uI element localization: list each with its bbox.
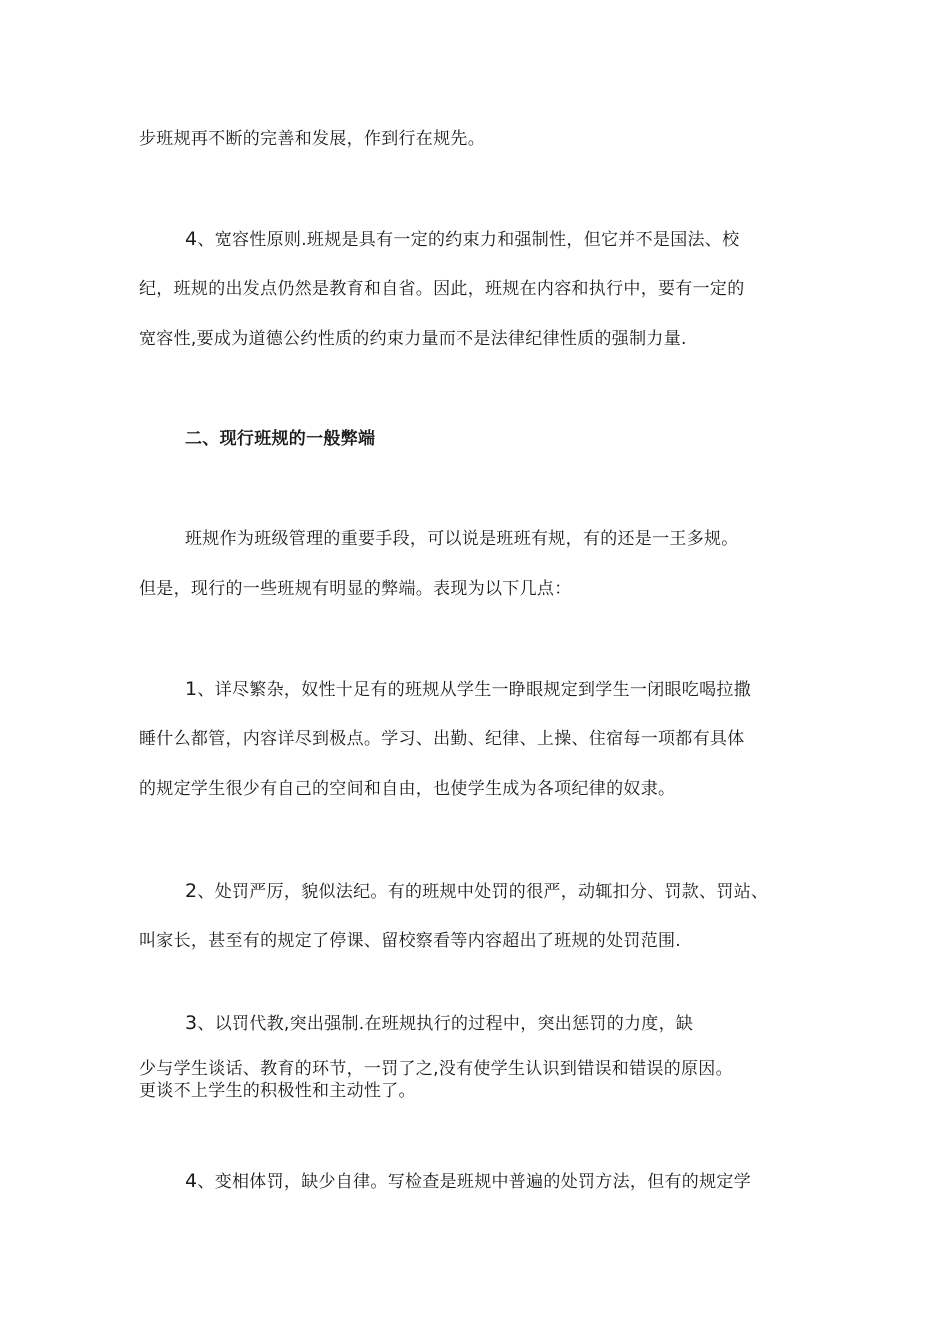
list-number: 1 bbox=[185, 678, 198, 700]
paragraph-line: 叫家长，甚至有的规定了停课、留校察看等内容超出了班规的处罚范围. bbox=[139, 931, 682, 951]
line-text: 、以罚代教,突出强制.在班规执行的过程中，突出惩罚的力度，缺 bbox=[197, 1014, 694, 1034]
paragraph-line: 的规定学生很少有自己的空间和自由，也使学生成为各项纪律的奴隶。 bbox=[139, 779, 676, 799]
paragraph-line: 但是，现行的一些班规有明显的弊端。表现为以下几点： bbox=[139, 579, 572, 599]
paragraph-line: 宽容性,要成为道德公约性质的约束力量而不是法律纪律性质的强制力量. bbox=[139, 329, 687, 349]
paragraph-line: 班规作为班级管理的重要手段，可以说是班班有规，有的还是一王多规。 bbox=[185, 529, 739, 549]
paragraph-line bbox=[185, 228, 739, 251]
line-text: 、变相体罚，缺少自律。写检查是班规中普遍的处罚方法，但有的规定学 bbox=[197, 1172, 751, 1192]
line-text: 、宽容性原则.班规是具有一定的约束力和强制性，但它并不是国法、校 bbox=[197, 230, 740, 250]
paragraph-line bbox=[185, 1170, 751, 1193]
paragraph-line bbox=[185, 678, 751, 701]
list-number: 2 bbox=[185, 880, 198, 902]
paragraph-line: 少与学生谈话、教育的环节，一罚了之,没有使学生认识到错误和错误的原因。 bbox=[139, 1059, 733, 1079]
paragraph-line: 步班规再不断的完善和发展，作到行在规先。 bbox=[139, 129, 485, 149]
line-text: 、详尽繁杂，奴性十足有的班规从学生一睁眼规定到学生一闭眼吃喝拉撒 bbox=[197, 680, 751, 700]
paragraph-line: 纪，班规的出发点仍然是教育和自省。因此，班规在内容和执行中，要有一定的 bbox=[139, 279, 745, 299]
paragraph-line: 更谈不上学生的积极性和主动性了。 bbox=[139, 1081, 416, 1101]
list-number: 4 bbox=[185, 228, 198, 250]
paragraph-line bbox=[185, 880, 768, 903]
section-heading: 二、现行班规的一般弊端 bbox=[185, 429, 376, 449]
line-text: 、处罚严厉，貌似法纪。有的班规中处罚的很严，动辄扣分、罚款、罚站、 bbox=[197, 882, 769, 902]
list-number: 4 bbox=[185, 1170, 198, 1192]
paragraph-line: 睡什么都管，内容详尽到极点。学习、出勤、纪律、上操、住宿每一项都有具体 bbox=[139, 729, 745, 749]
list-number: 3 bbox=[185, 1012, 198, 1034]
paragraph-line bbox=[185, 1012, 693, 1035]
